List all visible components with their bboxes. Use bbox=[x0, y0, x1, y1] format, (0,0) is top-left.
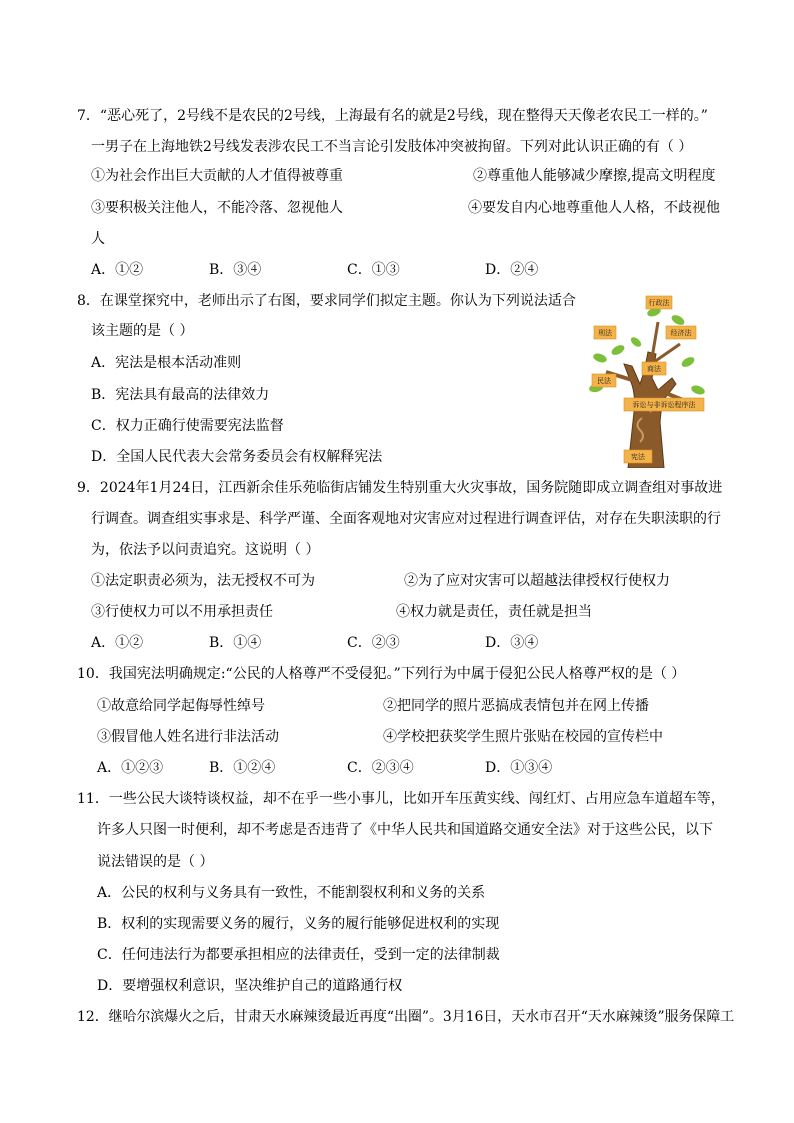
q10-option-c[interactable]: C．②③④ bbox=[347, 760, 414, 776]
q12-stem-line-1: 12．继哈尔滨爆火之后，甘肃天水麻辣烫最近再度“出圈”。3月16日，天水市召开“天水麻辣烫”服务保障工 bbox=[77, 1009, 735, 1025]
svg-text:行政法: 行政法 bbox=[648, 300, 670, 307]
q7-stem-line-2: 一男子在上海地铁2号线发表涉农民工不当言论引发肢体冲突被拘留。下列对此认识正确的有（ ） bbox=[91, 139, 693, 155]
q7-option-c[interactable]: C．①③ bbox=[347, 262, 400, 278]
tree-label-criminal bbox=[594, 326, 616, 339]
q10-options bbox=[97, 758, 567, 778]
tree-label-economic bbox=[666, 326, 696, 339]
q10-statement-4: ④学校把获奖学生照片张贴在校园的宣传栏中 bbox=[383, 729, 663, 745]
q10-statement-1: ①故意给同学起侮辱性绰号 bbox=[97, 698, 265, 714]
law-tree-illustration bbox=[588, 292, 710, 468]
q7-option-a[interactable]: A．①② bbox=[91, 262, 144, 278]
q9-statement-1: ①法定职责必须为，法无授权不可为 bbox=[91, 573, 315, 589]
q7-statement-3: ③要积极关注他人，不能冷落、忽视他人 bbox=[91, 200, 343, 216]
q9-statement-2: ②为了应对灾害可以超越法律授权行使权力 bbox=[404, 573, 670, 589]
q11-stem-line-1: 11．一些公民大谈特谈权益，却不在乎一些小事儿，比如开车压黄实线、闯红灯、占用应急车道超车等， bbox=[77, 791, 725, 807]
tree-label-administrative bbox=[646, 296, 672, 309]
q11-option-b[interactable]: B．权利的实现需要义务的履行，义务的履行能够促进权利的实现 bbox=[97, 916, 500, 932]
q11-stem-line-3: 说法错误的是（ ） bbox=[97, 854, 214, 870]
q11-option-d[interactable]: D．要增强权利意识，坚决维护自己的道路通行权 bbox=[97, 978, 403, 994]
q9-stem-line-2: 行调查。调查组实事求是、科学严谨、全面客观地对灾害应对过程进行调查评估，对存在失职渎职的行 bbox=[91, 511, 721, 527]
q7-statement-4-cont: 人 bbox=[91, 231, 105, 247]
tree-label-commercial bbox=[642, 362, 666, 375]
q10-statement-2: ②把同学的照片恶搞成表情包并在网上传播 bbox=[383, 698, 649, 714]
q8-stem-line-2: 该主题的是（ ） bbox=[91, 323, 194, 339]
q10-statement-3: ③假冒他人姓名进行非法活动 bbox=[97, 729, 279, 745]
q10-option-b[interactable]: B．①②④ bbox=[209, 760, 276, 776]
tree-label-procedural bbox=[624, 398, 704, 411]
q9-statement-4: ④权力就是责任，责任就是担当 bbox=[396, 604, 592, 620]
q8-option-a[interactable]: A．宪法是根本活动准则 bbox=[91, 355, 242, 371]
q9-stem-line-3: 为，依法予以问责追究。这说明（ ） bbox=[91, 542, 320, 558]
svg-text:商法: 商法 bbox=[647, 366, 661, 373]
q10-stem-line-1: 10．我国宪法明确规定:“公民的人格尊严不受侵犯。”下列行为中属于侵犯公民人格尊严权的是（ ） bbox=[77, 666, 686, 682]
q9-statement-3: ③行使权力可以不用承担责任 bbox=[91, 604, 273, 620]
q7-statement-4: ④要发自内心地尊重他人人格，不歧视他 bbox=[468, 200, 720, 216]
tree-label-civil bbox=[592, 374, 616, 387]
q8-option-b[interactable]: B．宪法具有最高的法律效力 bbox=[91, 387, 270, 403]
q11-stem-line-2: 许多人只图一时便利，却不考虑是否违背了《中华人民共和国道路交通安全法》对于这些公民，以下 bbox=[97, 822, 713, 838]
tree-label-constitution bbox=[624, 450, 652, 463]
svg-text:民法: 民法 bbox=[597, 378, 611, 385]
q7-option-d[interactable]: D．②④ bbox=[485, 262, 539, 278]
q9-option-b[interactable]: B．①④ bbox=[209, 635, 262, 651]
q7-option-b[interactable]: B．③④ bbox=[209, 262, 262, 278]
svg-text:经济法: 经济法 bbox=[670, 330, 692, 337]
q9-option-d[interactable]: D．③④ bbox=[485, 635, 539, 651]
q9-options bbox=[91, 633, 551, 653]
q8-stem-line-1: 8．在课堂探究中，老师出示了右图，要求同学们拟定主题。你认为下列说法适合 bbox=[77, 293, 576, 309]
q7-stem-line-1: 7．“恶心死了，2号线不是农民的2号线，上海最有名的就是2号线，现在整得天天像老农民工一样的。” bbox=[77, 108, 708, 124]
q11-option-a[interactable]: A．公民的权利与义务具有一致性，不能割裂权利和义务的关系 bbox=[97, 885, 486, 901]
q7-statement-1: ①为社会作出巨大贡献的人才值得被尊重 bbox=[91, 168, 343, 184]
svg-text:宪法: 宪法 bbox=[631, 454, 645, 461]
q10-option-a[interactable]: A．①②③ bbox=[97, 760, 164, 776]
q9-stem-line-1: 9．2024年1月24日，江西新余佳乐苑临街店铺发生特别重大火灾事故，国务院随即成立调查组对事故进 bbox=[77, 480, 723, 496]
q11-option-c[interactable]: C．任何违法行为都要承担相应的法律责任，受到一定的法律制裁 bbox=[97, 947, 500, 963]
q7-options bbox=[91, 260, 551, 280]
q8-option-c[interactable]: C．权力正确行使需要宪法监督 bbox=[91, 418, 284, 434]
q9-option-a[interactable]: A．①② bbox=[91, 635, 144, 651]
svg-text:诉讼与非诉讼程序法: 诉讼与非诉讼程序法 bbox=[632, 402, 696, 409]
law-tree-svg bbox=[588, 292, 710, 468]
svg-text:刑法: 刑法 bbox=[598, 330, 612, 337]
q9-option-c[interactable]: C．②③ bbox=[347, 635, 400, 651]
q10-option-d[interactable]: D．①③④ bbox=[485, 760, 553, 776]
q8-option-d[interactable]: D．全国人民代表大会常务委员会有权解释宪法 bbox=[91, 449, 383, 465]
q7-statement-2: ②尊重他人能够减少摩擦,提高文明程度 bbox=[473, 168, 716, 184]
